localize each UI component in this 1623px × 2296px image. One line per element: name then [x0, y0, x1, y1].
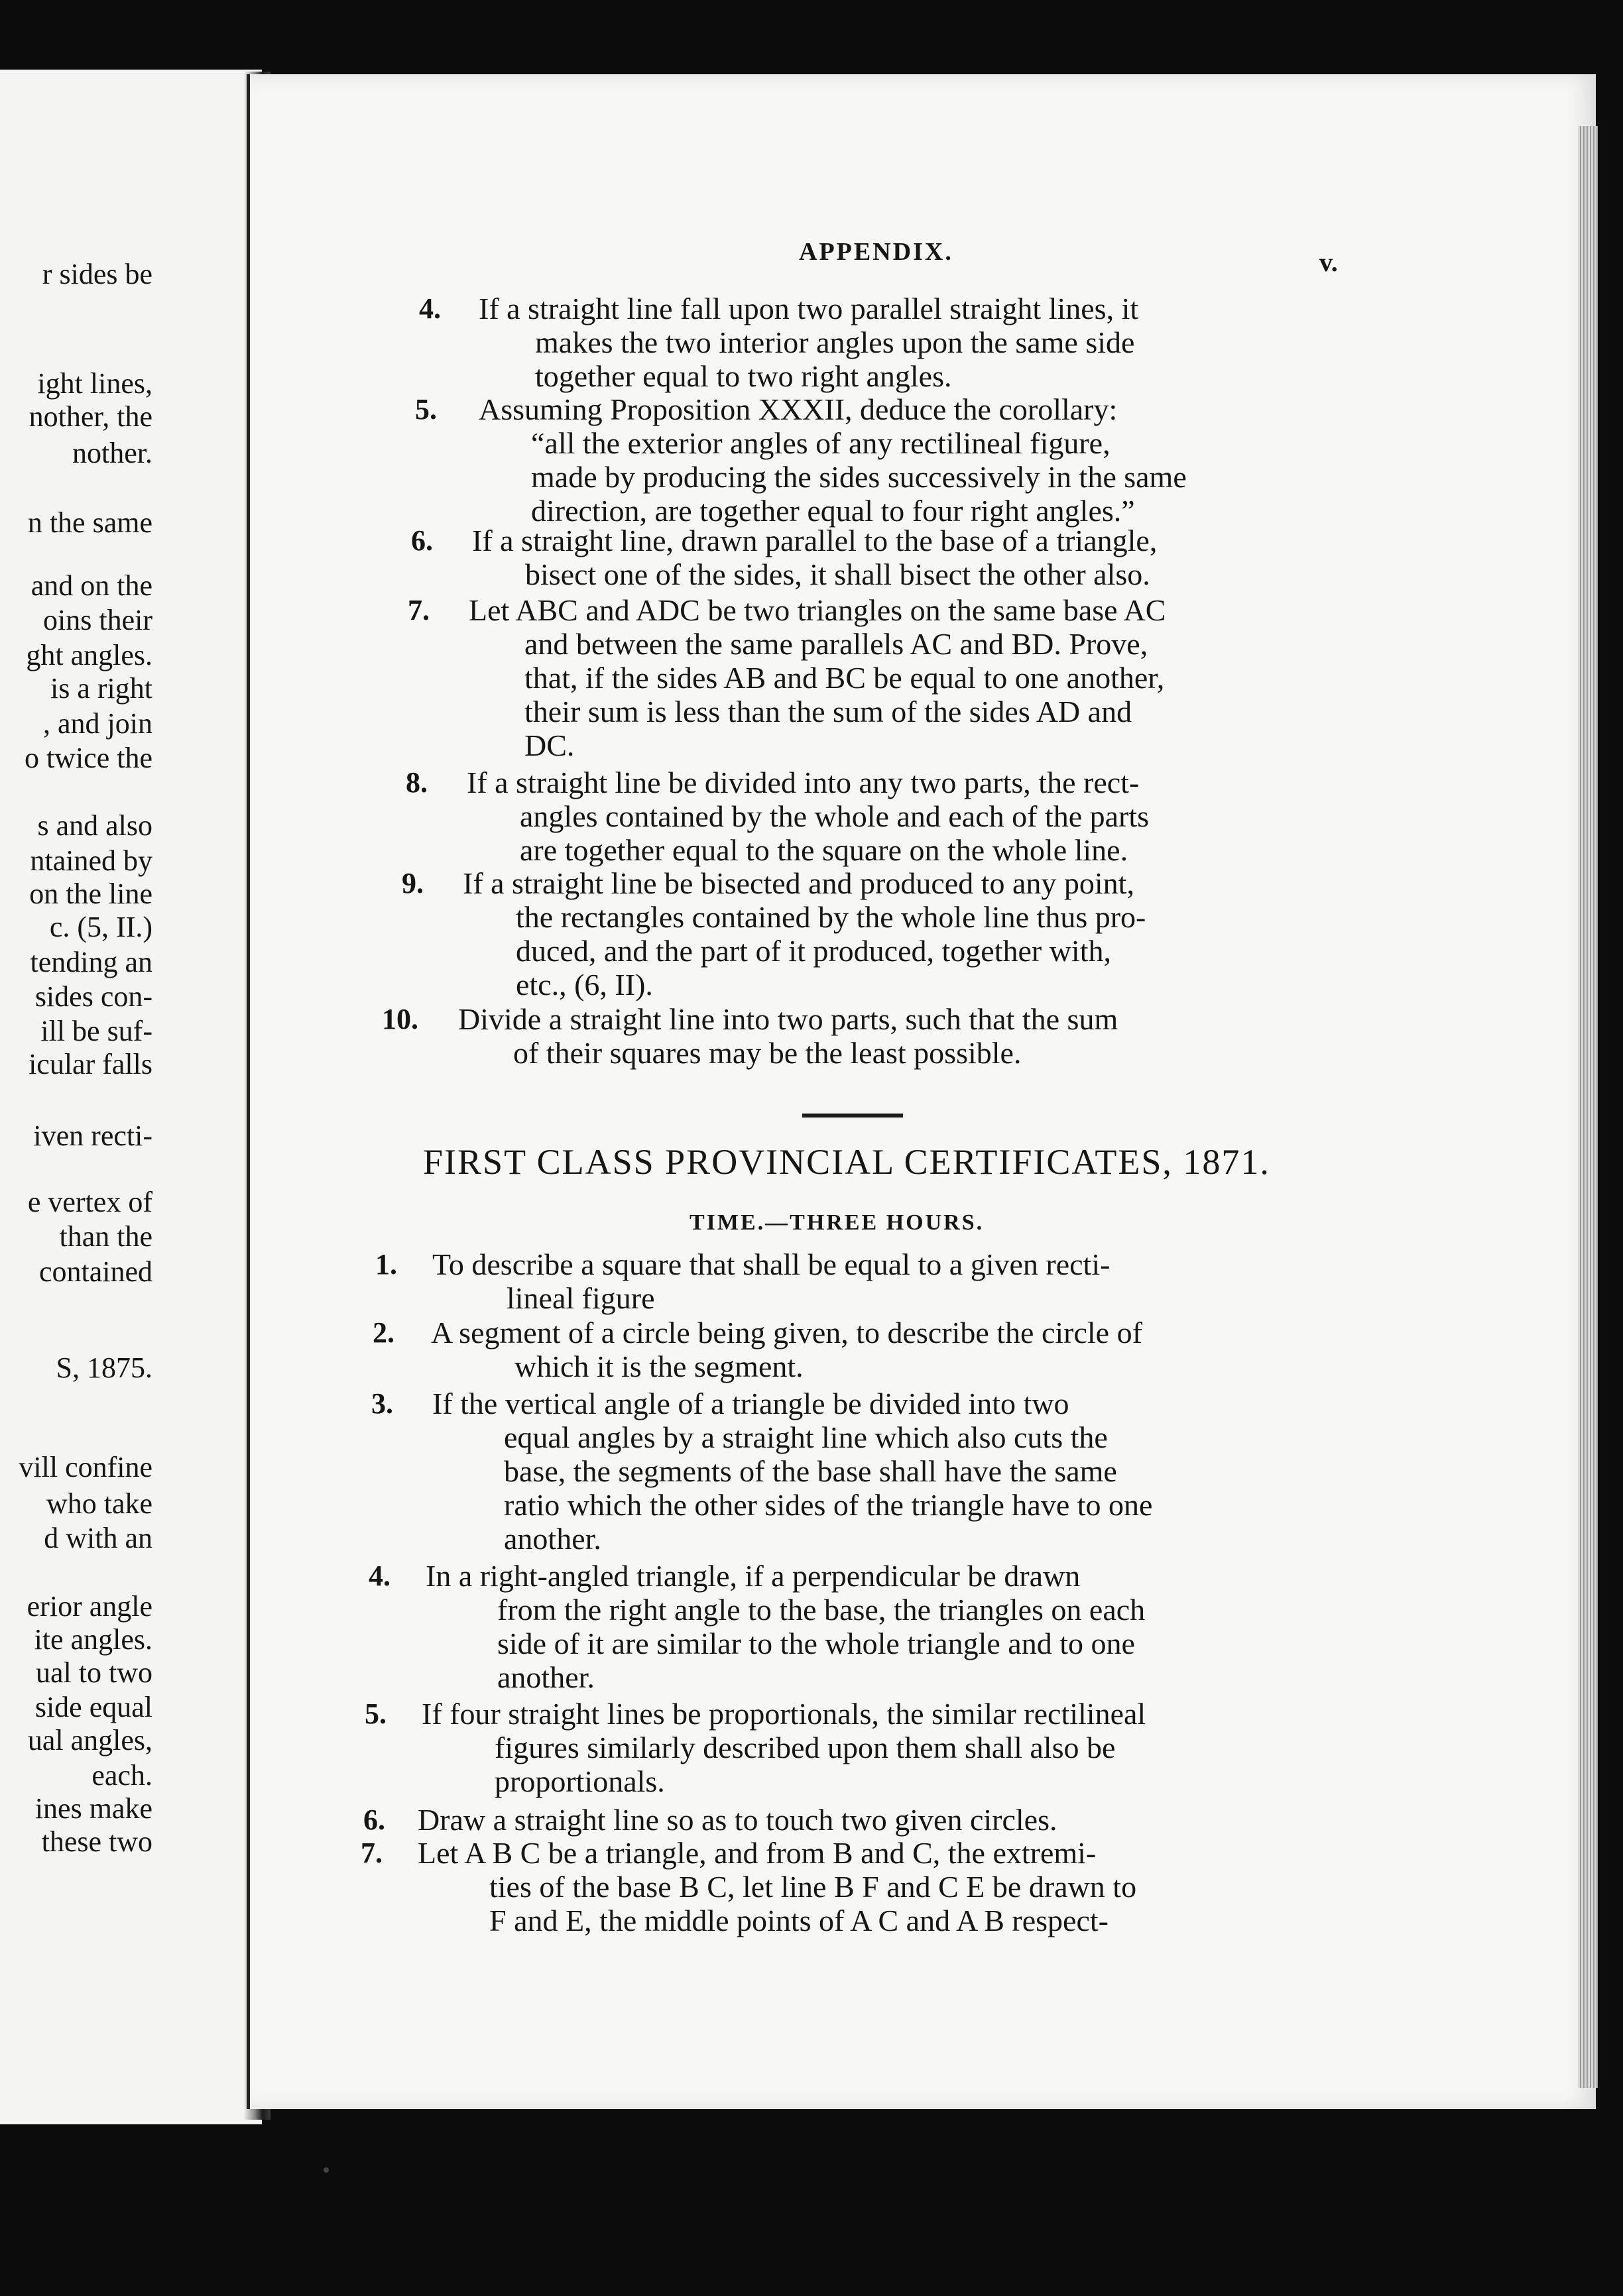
- question-text-line: To describe a square that shall be equal to a given recti-: [432, 1247, 1111, 1281]
- question-text-line: In a right-angled triangle, if a perpendicular be drawn: [426, 1559, 1081, 1593]
- question-text-line: are together equal to the square on the whole line.: [520, 833, 1128, 867]
- question-text-line: A segment of a circle being given, to describe the circle of: [431, 1316, 1142, 1349]
- question-number: 6.: [363, 1804, 385, 1836]
- left-page-text-fragment: icular falls: [29, 1048, 152, 1080]
- left-page-text-fragment: ntained by: [30, 844, 152, 877]
- question-text-line: another.: [504, 1522, 601, 1556]
- left-page: [0, 70, 262, 2124]
- question-number: 7.: [361, 1837, 383, 1869]
- left-page-text-fragment: side equal: [34, 1691, 152, 1723]
- left-page-text-fragment: is a right: [50, 672, 152, 705]
- question-number: 4.: [369, 1560, 391, 1592]
- section-title: FIRST CLASS PROVINCIAL CERTIFICATES, 1871.: [423, 1142, 1270, 1182]
- left-page-text-fragment: ill be suf-: [40, 1015, 152, 1047]
- question-text-line: If the vertical angle of a triangle be divided into two: [432, 1387, 1069, 1420]
- question-text-line: base, the segments of the base shall have the same: [504, 1454, 1117, 1488]
- left-page-text-fragment: n the same: [27, 506, 152, 539]
- page-edge: [1578, 126, 1598, 2088]
- left-page-text-fragment: ight lines,: [37, 367, 152, 400]
- question-text-line: figures similarly described upon them shall also be: [495, 1731, 1116, 1764]
- left-page-text-fragment: and on the: [30, 569, 152, 602]
- left-page-text-fragment: who take: [46, 1487, 152, 1520]
- question-text-line: makes the two interior angles upon the same side: [535, 325, 1135, 359]
- question-number: 2.: [373, 1316, 394, 1349]
- question-text-line: proportionals.: [495, 1764, 665, 1798]
- left-page-text-fragment: nother, the: [29, 400, 152, 433]
- running-header: APPENDIX.: [799, 238, 953, 266]
- left-page-text-fragment: ite angles.: [34, 1623, 152, 1656]
- section-time: TIME.—THREE HOURS.: [690, 1210, 985, 1235]
- question-text-line: together equal to two right angles.: [535, 359, 952, 393]
- left-page-text-fragment: d with an: [44, 1522, 152, 1554]
- page-number: v.: [1319, 247, 1338, 277]
- question-text-line: their sum is less than the sum of the sides AD and: [524, 695, 1132, 728]
- question-text-line: ties of the base B C, let line B F and C E be drawn to: [489, 1870, 1137, 1904]
- left-page-text-fragment: these two: [41, 1825, 152, 1858]
- question-text-line: lineal figure: [507, 1281, 655, 1315]
- left-page-text-fragment: ual to two: [36, 1656, 152, 1689]
- question-text-line: equal angles by a straight line which also cuts the: [504, 1420, 1108, 1454]
- question-text-line: made by producing the sides successively in the same: [531, 460, 1187, 494]
- section-divider: [802, 1114, 903, 1118]
- question-text-line: that, if the sides AB and BC be equal to one another,: [524, 661, 1165, 695]
- question-text-line: etc., (6, II).: [516, 968, 653, 1002]
- question-text-line: Divide a straight line into two parts, such that the sum: [458, 1002, 1118, 1036]
- left-page-text-fragment: on the line: [29, 878, 152, 910]
- page-speck: [324, 2167, 329, 2173]
- left-page-text-fragment: each.: [91, 1759, 152, 1792]
- question-number: 5.: [415, 393, 437, 426]
- question-number: 10.: [382, 1003, 418, 1035]
- left-page-text-fragment: ines make: [34, 1792, 152, 1825]
- left-page-text-fragment: ght angles.: [26, 639, 152, 671]
- left-page-text-fragment: oins their: [43, 604, 152, 636]
- question-number: 6.: [411, 524, 433, 557]
- question-number: 1.: [375, 1248, 397, 1281]
- left-page-text-fragment: contained: [38, 1255, 152, 1288]
- question-number: 8.: [406, 766, 428, 799]
- question-text-line: If a straight line, drawn parallel to the base of a triangle,: [472, 524, 1158, 557]
- left-page-text-fragment: nother.: [72, 437, 152, 469]
- left-page-text-fragment: e vertex of: [27, 1186, 152, 1218]
- question-text-line: of their squares may be the least possible.: [513, 1036, 1022, 1070]
- question-text-line: If a straight line be divided into any two parts, the rect-: [467, 766, 1140, 799]
- question-text-line: another.: [497, 1660, 595, 1694]
- left-page-text-fragment: s and also: [37, 809, 152, 842]
- left-page-text-fragment: c. (5, II.): [49, 911, 152, 943]
- left-page-text-fragment: vill confine: [19, 1451, 152, 1483]
- question-text-line: If a straight line be bisected and produced to any point,: [463, 866, 1134, 900]
- question-text-line: duced, and the part of it produced, together with,: [516, 934, 1111, 968]
- question-text-line: direction, are together equal to four right angles.”: [531, 494, 1135, 528]
- question-number: 4.: [419, 292, 441, 325]
- question-text-line: angles contained by the whole and each of the parts: [520, 799, 1150, 833]
- left-page-text-fragment: ual angles,: [27, 1724, 152, 1756]
- question-text-line: from the right angle to the base, the triangles on each: [497, 1593, 1146, 1627]
- question-text-line: Draw a straight line so as to touch two given circles.: [418, 1803, 1057, 1837]
- question-number: 3.: [371, 1387, 393, 1420]
- left-page-text-fragment: erior angle: [27, 1590, 152, 1623]
- question-text-line: bisect one of the sides, it shall bisect the other also.: [525, 557, 1150, 591]
- left-page-text-fragment: than the: [59, 1220, 152, 1253]
- question-text-line: Let ABC and ADC be two triangles on the same base AC: [469, 593, 1166, 627]
- left-page-text-fragment: r sides be: [42, 258, 152, 290]
- left-page-text-fragment: , and join: [43, 707, 152, 740]
- left-page-text-fragment: o twice the: [24, 742, 152, 774]
- left-page-text-fragment: sides con-: [34, 980, 152, 1013]
- question-text-line: the rectangles contained by the whole line thus pro-: [516, 900, 1146, 934]
- question-text-line: and between the same parallels AC and BD. Prove,: [524, 627, 1148, 661]
- question-text-line: Let A B C be a triangle, and from B and C, the extremi-: [418, 1836, 1097, 1870]
- left-page-text-fragment: tending an: [30, 946, 152, 978]
- left-page-text-fragment: S, 1875.: [56, 1351, 152, 1384]
- question-text-line: If four straight lines be proportionals, the similar rectilineal: [422, 1697, 1146, 1731]
- question-text-line: DC.: [524, 728, 575, 762]
- left-page-text-fragment: iven recti-: [33, 1119, 152, 1152]
- question-number: 9.: [402, 867, 424, 899]
- question-number: 7.: [408, 594, 430, 626]
- question-text-line: ratio which the other sides of the triangle have to one: [504, 1488, 1153, 1522]
- question-text-line: F and E, the middle points of A C and A B respect-: [489, 1904, 1109, 1937]
- question-text-line: “all the exterior angles of any rectilineal figure,: [531, 426, 1111, 460]
- question-text-line: Assuming Proposition XXXII, deduce the corollary:: [479, 392, 1118, 426]
- question-number: 5.: [365, 1697, 387, 1730]
- question-text-line: which it is the segment.: [514, 1349, 804, 1383]
- question-text-line: side of it are similar to the whole triangle and to one: [497, 1627, 1135, 1660]
- question-text-line: If a straight line fall upon two parallel straight lines, it: [479, 292, 1139, 325]
